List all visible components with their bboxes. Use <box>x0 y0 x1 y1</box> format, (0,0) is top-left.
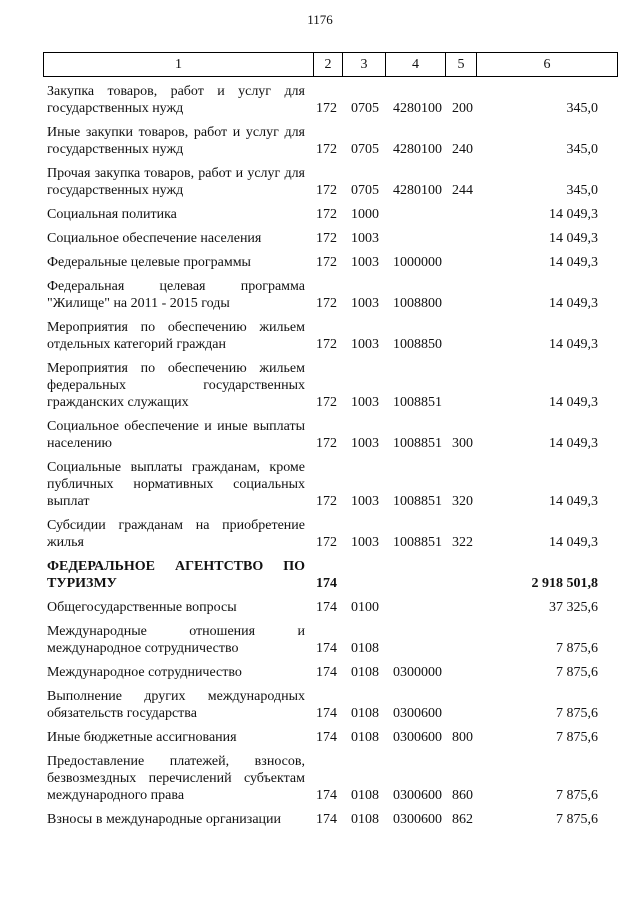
row-chapter-code: 172 <box>316 255 337 270</box>
row-name: Общегосударственные вопросы <box>47 600 237 615</box>
table-row <box>0 623 640 657</box>
row-chapter-code: 172 <box>316 494 337 509</box>
row-section-code: 0705 <box>351 101 379 116</box>
row-target-article-code: 1008800 <box>393 296 442 311</box>
row-chapter-code: 172 <box>316 101 337 116</box>
table-row <box>0 811 640 828</box>
table-row <box>0 319 640 353</box>
row-name: Мероприятия по обеспечению жильем федеральных государственных гражданских служащих <box>47 361 305 410</box>
row-amount: 2 918 501,8 <box>531 576 598 591</box>
row-target-article-code: 0300000 <box>393 665 442 680</box>
row-amount: 7 875,6 <box>556 706 598 721</box>
row-section-code: 0108 <box>351 641 379 656</box>
row-amount: 345,0 <box>566 183 598 198</box>
row-target-article-code: 4280100 <box>393 183 442 198</box>
row-chapter-code: 172 <box>316 183 337 198</box>
row-section-code: 0108 <box>351 730 379 745</box>
row-amount: 37 325,6 <box>549 600 598 615</box>
row-section-code: 1000 <box>351 207 379 222</box>
row-name: ФЕДЕРАЛЬНОЕ АГЕНТСТВО ПО ТУРИЗМУ <box>47 559 305 591</box>
header-col-6: 6 <box>543 56 551 72</box>
table-header <box>43 52 618 77</box>
table-row <box>0 165 640 199</box>
row-amount: 7 875,6 <box>556 730 598 745</box>
table-row <box>0 517 640 551</box>
row-target-article-code: 4280100 <box>393 142 442 157</box>
row-section-code: 0108 <box>351 665 379 680</box>
row-name: Международные отношения и международное сотрудничество <box>47 624 305 656</box>
header-col-3: 3 <box>343 53 386 76</box>
row-section-code: 1003 <box>351 535 379 550</box>
row-expense-type-code: 244 <box>452 183 473 198</box>
table-row <box>0 83 640 117</box>
row-expense-type-code: 320 <box>452 494 473 509</box>
row-expense-type-code: 322 <box>452 535 473 550</box>
row-amount: 7 875,6 <box>556 788 598 803</box>
row-chapter-code: 174 <box>316 730 337 745</box>
table-row <box>0 753 640 804</box>
row-amount: 14 049,3 <box>549 231 598 246</box>
table-row <box>0 729 640 746</box>
row-amount: 14 049,3 <box>549 535 598 550</box>
row-name: Предоставление платежей, взносов, безвозмездных перечислений субъектам международного права <box>47 754 305 803</box>
table-row <box>0 599 640 616</box>
table-row <box>0 230 640 247</box>
row-section-code: 1003 <box>351 395 379 410</box>
row-name: Международное сотрудничество <box>47 665 242 680</box>
row-name: Выполнение других международных обязательств государства <box>47 689 305 721</box>
row-amount: 14 049,3 <box>549 207 598 222</box>
row-target-article-code: 1008850 <box>393 337 442 352</box>
row-chapter-code: 172 <box>316 207 337 222</box>
row-name: Социальное обеспечение и иные выплаты населению <box>47 419 305 451</box>
row-section-code: 0705 <box>351 183 379 198</box>
row-chapter-code: 172 <box>316 142 337 157</box>
row-target-article-code: 0300600 <box>393 730 442 745</box>
row-chapter-code: 174 <box>316 706 337 721</box>
row-target-article-code: 1008851 <box>393 535 442 550</box>
row-section-code: 1003 <box>351 436 379 451</box>
row-chapter-code: 172 <box>316 395 337 410</box>
row-expense-type-code: 240 <box>452 142 473 157</box>
row-name: Социальная политика <box>47 207 177 222</box>
row-chapter-code: 174 <box>316 812 337 827</box>
row-expense-type-code: 800 <box>452 730 473 745</box>
row-chapter-code: 172 <box>316 535 337 550</box>
table-row <box>0 124 640 158</box>
row-amount: 7 875,6 <box>556 641 598 656</box>
table-body <box>0 83 640 835</box>
row-target-article-code: 1008851 <box>393 395 442 410</box>
table-row <box>0 278 640 312</box>
row-section-code: 0108 <box>351 706 379 721</box>
row-chapter-code: 172 <box>316 296 337 311</box>
row-target-article-code: 1008851 <box>393 436 442 451</box>
row-amount: 7 875,6 <box>556 812 598 827</box>
row-expense-type-code: 300 <box>452 436 473 451</box>
page-number: 1176 <box>307 12 333 27</box>
row-name: Социальные выплаты гражданам, кроме публичных нормативных социальных выплат <box>47 460 305 509</box>
row-target-article-code: 1008851 <box>393 494 442 509</box>
header-col-4: 4 <box>386 53 446 76</box>
row-chapter-code: 174 <box>316 641 337 656</box>
table-row <box>0 558 640 592</box>
row-expense-type-code: 862 <box>452 812 473 827</box>
row-amount: 14 049,3 <box>549 255 598 270</box>
row-section-code: 1003 <box>351 494 379 509</box>
table-row <box>0 418 640 452</box>
row-target-article-code: 4280100 <box>393 101 442 116</box>
row-target-article-code: 0300600 <box>393 788 442 803</box>
row-section-code: 1003 <box>351 231 379 246</box>
row-name: Социальное обеспечение населения <box>47 231 262 246</box>
row-chapter-code: 174 <box>316 788 337 803</box>
row-amount: 14 049,3 <box>549 337 598 352</box>
row-section-code: 0108 <box>351 812 379 827</box>
row-chapter-code: 172 <box>316 337 337 352</box>
table-row <box>0 459 640 510</box>
table-row <box>0 360 640 411</box>
row-chapter-code: 174 <box>316 600 337 615</box>
row-amount: 14 049,3 <box>549 494 598 509</box>
row-name: Субсидии гражданам на приобретение жилья <box>47 518 305 550</box>
table-row <box>0 254 640 271</box>
row-name: Прочая закупка товаров, работ и услуг для государственных нужд <box>47 166 305 198</box>
row-section-code: 0108 <box>351 788 379 803</box>
row-name: Взносы в международные организации <box>47 812 282 827</box>
table-row <box>0 688 640 722</box>
row-section-code: 1003 <box>351 296 379 311</box>
row-chapter-code: 172 <box>316 436 337 451</box>
row-section-code: 1003 <box>351 255 379 270</box>
row-amount: 14 049,3 <box>549 395 598 410</box>
row-name: Федеральная целевая программа "Жилище" на 2011 - 2015 годы <box>47 279 305 311</box>
row-expense-type-code: 860 <box>452 788 473 803</box>
row-chapter-code: 174 <box>316 576 337 591</box>
row-target-article-code: 0300600 <box>393 812 442 827</box>
row-section-code: 0705 <box>351 142 379 157</box>
row-amount: 7 875,6 <box>556 665 598 680</box>
row-name: Иные закупки товаров, работ и услуг для государственных нужд <box>47 125 305 157</box>
row-section-code: 0100 <box>351 600 379 615</box>
header-col-1: 1 <box>44 53 314 76</box>
row-chapter-code: 174 <box>316 665 337 680</box>
row-name: Мероприятия по обеспечению жильем отдельных категорий граждан <box>47 320 305 352</box>
table-row <box>0 664 640 681</box>
row-name: Федеральные целевые программы <box>47 255 251 270</box>
row-amount: 14 049,3 <box>549 436 598 451</box>
row-name: Иные бюджетные ассигнования <box>47 730 237 745</box>
header-col-2: 2 <box>314 53 343 76</box>
row-amount: 345,0 <box>566 142 598 157</box>
row-expense-type-code: 200 <box>452 101 473 116</box>
row-name: Закупка товаров, работ и услуг для государственных нужд <box>47 84 305 116</box>
row-section-code: 1003 <box>351 337 379 352</box>
row-amount: 14 049,3 <box>549 296 598 311</box>
row-target-article-code: 1000000 <box>393 255 442 270</box>
header-col-5: 5 <box>446 53 477 76</box>
table-row <box>0 206 640 223</box>
row-target-article-code: 0300600 <box>393 706 442 721</box>
row-chapter-code: 172 <box>316 231 337 246</box>
row-amount: 345,0 <box>566 101 598 116</box>
